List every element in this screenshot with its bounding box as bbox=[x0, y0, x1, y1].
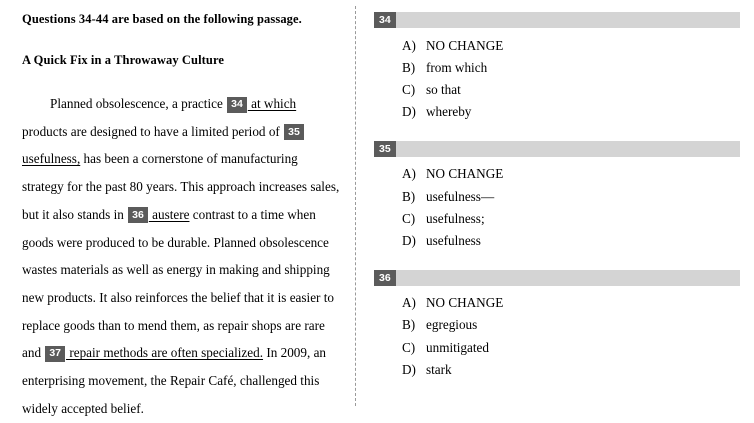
answer-choice-text: NO CHANGE bbox=[426, 166, 504, 182]
passage-question-marker[interactable]: 37 bbox=[45, 346, 65, 362]
passage-text: has been a cornerstone of manufacturing strategy for the past 80 years. This approach increases sales, but it also stands in bbox=[22, 151, 340, 222]
question-number: 34 bbox=[374, 12, 396, 28]
answer-choice-text: stark bbox=[426, 361, 452, 377]
passage-text: products are designed to have a limited period of bbox=[22, 123, 284, 139]
answer-choice-letter: D) bbox=[402, 361, 416, 377]
answer-choice[interactable] bbox=[402, 314, 740, 336]
answer-choice[interactable] bbox=[402, 229, 740, 251]
answer-choice-letter: A) bbox=[402, 166, 416, 182]
answer-choice[interactable] bbox=[402, 336, 740, 358]
passage-question-marker[interactable]: 34 bbox=[227, 97, 247, 113]
passage-underlined-text: repair methods are often specialized. bbox=[66, 345, 264, 361]
question-block bbox=[374, 12, 740, 123]
answer-choice-letter: D) bbox=[402, 232, 416, 248]
passage-question-marker[interactable]: 35 bbox=[284, 124, 304, 140]
answers-column bbox=[356, 0, 754, 411]
passage-underlined-text: at which bbox=[247, 96, 297, 111]
passage-column bbox=[0, 0, 355, 416]
answer-choice[interactable] bbox=[402, 78, 740, 100]
passage-text: contrast to a time when goods were produced to be durable. Planned obsolescence wastes materials as well as energy in making and shipping new products. It also reinforces the belief that it is easier to replace goods than to mend them, as repair shops are rare and bbox=[22, 206, 334, 361]
answer-choice[interactable] bbox=[402, 207, 740, 229]
answer-choice-text: whereby bbox=[426, 104, 472, 120]
answer-choice-letter: C) bbox=[402, 210, 416, 226]
answer-choice[interactable] bbox=[402, 163, 740, 185]
answer-choice-text: NO CHANGE bbox=[426, 37, 504, 53]
passage-underlined-text: austere bbox=[148, 206, 190, 222]
question-header-bar bbox=[374, 12, 740, 28]
answer-choice-text: from which bbox=[426, 59, 488, 75]
question-number: 36 bbox=[374, 270, 396, 286]
answer-choice[interactable] bbox=[402, 292, 740, 314]
passage-title: A Quick Fix in a Throwaway Culture bbox=[22, 53, 225, 67]
answer-choice[interactable] bbox=[402, 34, 740, 56]
answer-choice-text: egregious bbox=[426, 317, 478, 333]
answer-choice-text: usefulness— bbox=[426, 188, 495, 204]
answer-choice[interactable] bbox=[402, 56, 740, 78]
passage-text: In 2009, an enterprising movement, the Repair Café, challenged this widely accepted belief. bbox=[22, 345, 327, 416]
answer-choice[interactable] bbox=[402, 101, 740, 123]
answer-choice-text: usefulness bbox=[426, 232, 481, 248]
question-header-bar bbox=[374, 270, 740, 286]
answer-choice-letter: C) bbox=[402, 339, 416, 355]
passage-body bbox=[22, 90, 341, 423]
answer-choice-text: unmitigated bbox=[426, 339, 489, 355]
answer-choice-text: usefulness; bbox=[426, 210, 485, 226]
answer-choice-letter: B) bbox=[402, 317, 416, 333]
question-block bbox=[374, 270, 740, 381]
answer-choice-letter: B) bbox=[402, 59, 416, 75]
passage-question-marker[interactable]: 36 bbox=[128, 207, 148, 223]
passage-instruction: Questions 34-44 are based on the following passage. bbox=[22, 12, 302, 26]
answer-choice[interactable] bbox=[402, 358, 740, 380]
answer-choice-letter: B) bbox=[402, 188, 416, 204]
answer-choice-letter: A) bbox=[402, 37, 416, 53]
answer-choice-text: NO CHANGE bbox=[426, 295, 504, 311]
answer-choice-text: so that bbox=[426, 81, 461, 97]
answer-choice-letter: D) bbox=[402, 104, 416, 120]
passage-underlined-text: usefulness, bbox=[22, 151, 81, 167]
question-block bbox=[374, 141, 740, 252]
answer-choice[interactable] bbox=[402, 185, 740, 207]
question-header-bar bbox=[374, 141, 740, 157]
question-number: 35 bbox=[374, 141, 396, 157]
passage-text: Planned obsolescence, a practice bbox=[50, 96, 227, 111]
answer-choice-letter: A) bbox=[402, 295, 416, 311]
answer-choice-letter: C) bbox=[402, 81, 416, 97]
